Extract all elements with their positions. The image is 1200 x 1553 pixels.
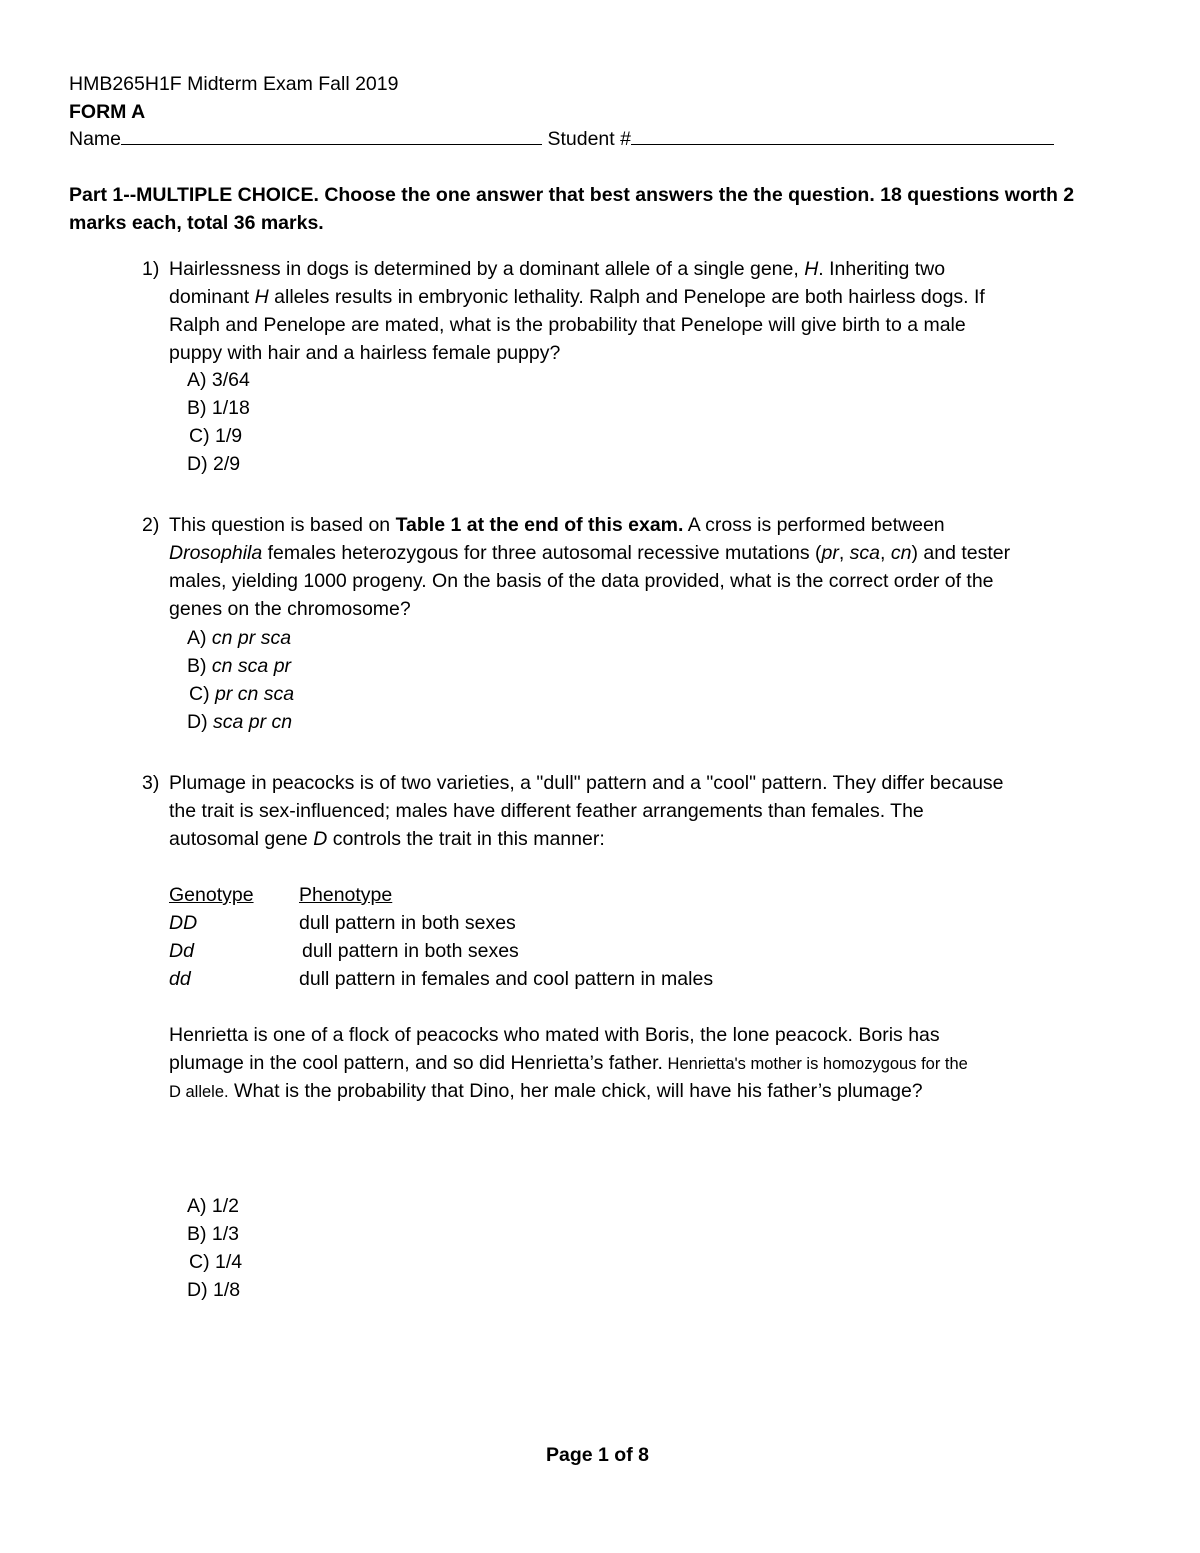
name-blank[interactable] <box>121 128 542 145</box>
q2-option-b[interactable]: B) cn sca pr <box>187 655 292 677</box>
course-title: HMB265H1F Midterm Exam Fall 2019 <box>69 73 399 95</box>
q2-line3: males, yielding 1000 progeny. On the basis of the data provided, what is the correct order of the <box>169 570 994 592</box>
q1-line4: puppy with hair and a hairless female puppy? <box>169 342 561 364</box>
q1-number: 1) <box>142 258 160 280</box>
q3-option-b[interactable]: B) 1/3 <box>187 1223 240 1245</box>
q3-para-line1: Henrietta is one of a flock of peacocks who mated with Boris, the lone peacock. Boris has <box>169 1024 940 1046</box>
phenotype-row3: dull pattern in females and cool pattern in males <box>299 968 714 990</box>
q1-option-d[interactable]: D) 2/9 <box>187 453 241 475</box>
q3-option-d[interactable]: D) 1/8 <box>187 1279 241 1301</box>
genotype-dd-upper: DD <box>169 912 198 934</box>
page-number: Page 1 of 8 <box>546 1444 649 1466</box>
genotype-header: Genotype <box>169 884 254 906</box>
q2-line1: This question is based on Table 1 at the end of this exam. A cross is performed between <box>169 514 945 536</box>
q2-option-d[interactable]: D) sca pr cn <box>187 711 293 733</box>
name-label: Name <box>69 128 122 150</box>
q3-option-a[interactable]: A) 1/2 <box>187 1195 240 1217</box>
q2-option-a[interactable]: A) cn pr sca <box>187 627 292 649</box>
q3-para-line2: plumage in the cool pattern, and so did Henrietta’s father. Henrietta's mother is homozygous for the <box>169 1052 968 1074</box>
name-student-line <box>69 125 1054 153</box>
genotype-dd-hetero: Dd <box>169 940 194 962</box>
q2-option-c[interactable]: C) pr cn sca <box>189 683 295 705</box>
q1-line2: dominant H alleles results in embryonic lethality. Ralph and Penelope are both hairless dogs. If <box>169 286 985 308</box>
q2-line2: Drosophila females heterozygous for three autosomal recessive mutations (pr, sca, cn) and tester <box>169 542 1011 564</box>
phenotype-row2: dull pattern in both sexes <box>302 940 519 962</box>
q1-option-a[interactable]: A) 3/64 <box>187 369 250 391</box>
q1-option-c[interactable]: C) 1/9 <box>189 425 243 447</box>
student-number-blank[interactable] <box>631 128 1054 145</box>
q3-option-c[interactable]: C) 1/4 <box>189 1251 243 1273</box>
phenotype-row1: dull pattern in both sexes <box>299 912 516 934</box>
part1-instructions-line2: marks each, total 36 marks. <box>69 212 324 234</box>
q2-line4: genes on the chromosome? <box>169 598 411 620</box>
q2-number: 2) <box>142 514 160 536</box>
genotype-dd-lower: dd <box>169 968 191 990</box>
form-label: FORM A <box>69 101 146 123</box>
q3-number: 3) <box>142 772 160 794</box>
q3-line3: autosomal gene D controls the trait in this manner: <box>169 828 605 850</box>
q3-line2: the trait is sex-influenced; males have different feather arrangements than females. The <box>169 800 924 822</box>
part1-instructions-line1: Part 1--MULTIPLE CHOICE. Choose the one answer that best answers the the question. 18 questions worth 2 <box>69 184 1075 206</box>
q1-line1: Hairlessness in dogs is determined by a dominant allele of a single gene, H. Inheriting two <box>169 258 946 280</box>
phenotype-header: Phenotype <box>299 884 393 906</box>
q3-line1: Plumage in peacocks is of two varieties, a "dull" pattern and a "cool" pattern. They differ because <box>169 772 1004 794</box>
q3-para-line3: D allele. What is the probability that Dino, her male chick, will have his father’s plumage? <box>169 1080 923 1102</box>
student-label: Student # <box>547 128 631 150</box>
q1-line3: Ralph and Penelope are mated, what is the probability that Penelope will give birth to a male <box>169 314 966 336</box>
q1-option-b[interactable]: B) 1/18 <box>187 397 250 419</box>
